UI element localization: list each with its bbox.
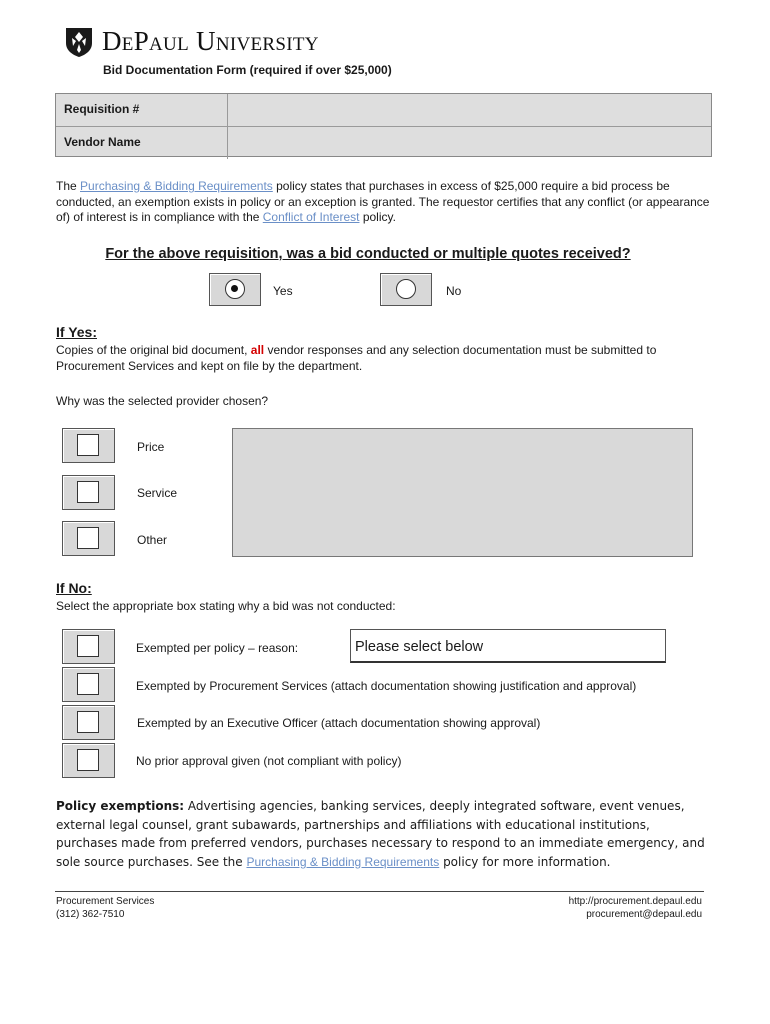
if-yes-heading: If Yes:	[56, 324, 97, 340]
no-prior-approval-checkbox[interactable]	[62, 743, 115, 778]
exemption-reason-select[interactable]	[350, 629, 666, 663]
exempted-executive-label: Exempted by an Executive Officer (attach documentation showing approval)	[137, 716, 541, 730]
intro-text-2: policy states that purchases in excess of $25,000 require a bid process be conducted, an exemption exists in policy or an exception is granted. The requestor certifies that any conflict (or appearance of) of interest is in compliance with the	[56, 179, 710, 224]
policy-exemptions-text: Advertising agencies, banking services, deeply integrated software, event venues, external legal counsel, grant subawards, partnerships and affiliations with educational institutions, purchases made from preferred vendors, purchases necessary to respond to an immediate emergency, and sole source purchases. See the	[56, 799, 705, 869]
no-prior-approval-label: No prior approval given (not compliant with policy)	[136, 754, 402, 768]
footer-divider	[55, 891, 704, 892]
radio-circle-icon	[396, 279, 416, 299]
price-label: Price	[137, 440, 165, 454]
if-no-heading: If No:	[56, 580, 92, 596]
price-checkbox[interactable]	[62, 428, 115, 463]
exempted-policy-label: Exempted per policy – reason:	[136, 641, 299, 655]
radio-circle-icon	[225, 279, 245, 299]
exempted-executive-checkbox[interactable]	[62, 705, 115, 740]
why-chosen-prompt: Why was the selected provider chosen?	[56, 394, 269, 408]
requisition-label: Requisition #	[64, 102, 140, 116]
yes-radio[interactable]	[209, 273, 261, 306]
if-yes-paragraph	[56, 343, 716, 374]
other-label: Other	[137, 533, 168, 547]
checkbox-square-icon	[77, 673, 99, 695]
checkbox-square-icon	[77, 749, 99, 771]
vendor-row	[56, 126, 711, 159]
policy-exemptions-text-end: policy for more information.	[439, 854, 611, 869]
radio-selected-dot	[231, 285, 238, 292]
if-yes-text: Copies of the original bid document,	[56, 343, 251, 357]
no-label: No	[446, 284, 462, 298]
service-checkbox[interactable]	[62, 475, 115, 510]
requisition-row	[56, 94, 711, 126]
vendor-name-label: Vendor Name	[64, 135, 141, 149]
policy-exemptions-label: Policy exemptions:	[56, 799, 185, 813]
if-yes-text-2: vendor responses and any selection documentation must be submitted to Procurement Services and kept on file by the department.	[56, 343, 657, 373]
exempted-policy-checkbox[interactable]	[62, 629, 115, 664]
if-no-prompt: Select the appropriate box stating why a bid was not conducted:	[56, 599, 396, 613]
exempted-procurement-label: Exempted by Procurement Services (attach documentation showing justification and approval)	[136, 679, 637, 693]
checkbox-square-icon	[77, 434, 99, 456]
conflict-of-interest-link[interactable]: Conflict of Interest	[262, 210, 360, 224]
footer-dept: Procurement Services	[56, 896, 155, 907]
checkbox-square-icon	[77, 481, 99, 503]
exempted-procurement-checkbox[interactable]	[62, 667, 115, 702]
bid-question: For the above requisition, was a bid conducted or multiple quotes received?	[105, 246, 631, 262]
footer-url[interactable]: http://procurement.depaul.edu	[568, 896, 702, 907]
purchasing-requirements-link-2[interactable]: Purchasing & Bidding Requirements	[246, 854, 440, 869]
requisition-input[interactable]	[227, 94, 711, 126]
other-checkbox[interactable]	[62, 521, 115, 556]
exemption-reason-value: Please select below	[355, 639, 484, 655]
intro-text-3: policy.	[359, 210, 396, 224]
policy-exemptions-paragraph	[56, 797, 706, 871]
selection-explanation-textarea[interactable]	[232, 428, 693, 557]
vendor-name-input[interactable]	[227, 127, 711, 159]
checkbox-square-icon	[77, 527, 99, 549]
university-wordmark: DePaul University	[102, 26, 319, 56]
no-radio[interactable]	[380, 273, 432, 306]
purchasing-requirements-link[interactable]: Purchasing & Bidding Requirements	[80, 179, 273, 193]
service-label: Service	[137, 486, 178, 500]
all-emphasis: all	[250, 343, 265, 357]
footer-phone: (312) 362-7510	[56, 909, 125, 920]
policy-intro-paragraph	[56, 179, 716, 226]
checkbox-square-icon	[77, 635, 99, 657]
depaul-shield-logo	[64, 26, 94, 58]
intro-text: The	[56, 179, 81, 193]
footer-email[interactable]: procurement@depaul.edu	[586, 909, 702, 920]
form-title: Bid Documentation Form (required if over $25,000)	[103, 63, 392, 77]
requisition-table	[55, 93, 712, 157]
yes-label: Yes	[273, 284, 293, 298]
checkbox-square-icon	[77, 711, 99, 733]
